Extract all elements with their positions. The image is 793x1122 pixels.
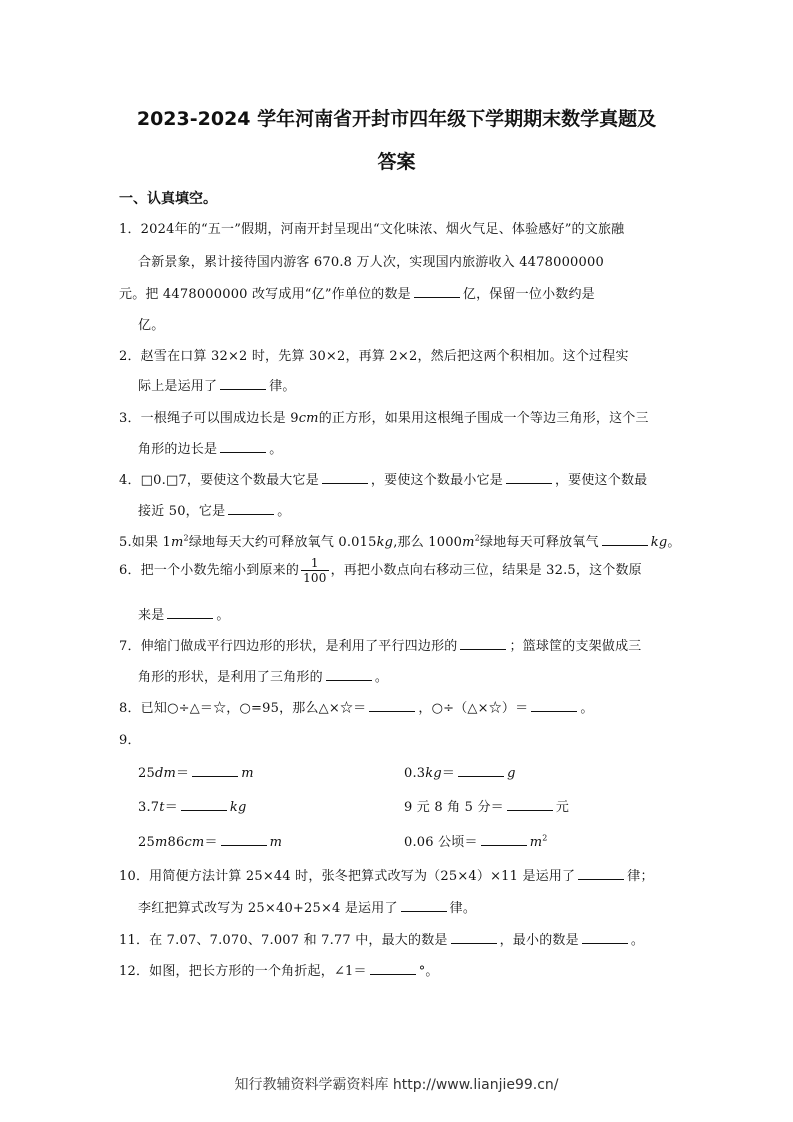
q4-line2 (138, 500, 290, 519)
q1-line1: 1．2024年的“五一”假期，河南开封呈现出“文化味浓、烟火气足、体验感好”的文旅融 (119, 222, 625, 237)
q5-text-d: 绿地每天可释放氧气 (479, 535, 599, 550)
q9-item (404, 831, 548, 850)
q12-text-b: °。 (418, 964, 439, 979)
q9-unit: cm (184, 835, 205, 850)
q5-sup: 2 (183, 533, 189, 543)
q1-text-b: 亿，保留一位小数约是 (462, 287, 595, 302)
q9-text: 9 元 8 角 5 分＝ (404, 800, 504, 815)
q9-text: 86 (167, 835, 185, 850)
q9-unit: m (269, 835, 283, 850)
q3-text-a: 3．一根绳子可以围成边长是 9 (119, 411, 299, 426)
q5-text-e: 。 (667, 535, 681, 550)
q10-text-d: 律。 (449, 901, 477, 916)
fraction-denominator: 100 (303, 571, 327, 585)
q9-item (404, 796, 569, 815)
q4-text-c: ，要使这个数最 (554, 473, 648, 488)
q11-line (119, 929, 644, 948)
q5-unit: kg (376, 535, 394, 550)
answer-blank[interactable] (228, 502, 274, 515)
q5-line (119, 531, 681, 550)
answer-blank[interactable] (322, 471, 368, 484)
q9-text: 0.3 (404, 766, 426, 781)
q9-text: 25 (138, 766, 155, 781)
answer-blank[interactable] (458, 764, 504, 777)
q7-text-a: 7．伸缩门做成平行四边形的形状，是利用了平行四边形的 (119, 639, 458, 654)
q12-line (119, 960, 439, 979)
answer-blank[interactable] (414, 285, 460, 298)
fraction (301, 556, 329, 585)
q4-line1 (119, 469, 647, 488)
footer-watermark: 知行教辅资料学霸资料库 http://www.lianjie99.cn/ (234, 1077, 559, 1093)
section-heading: 一、认真填空。 (119, 191, 217, 207)
q9-unit: kg (425, 766, 442, 781)
q5-text-b: 绿地每天大约可释放氧气 0.015 (188, 535, 377, 550)
answer-blank[interactable] (181, 798, 227, 811)
q3-line1 (119, 407, 649, 426)
q9-unit: m (241, 766, 254, 781)
q6-text-a: 6．把一个小数先缩小到原来的 (119, 563, 300, 578)
q10-text-a: 10．用简便方法计算 25×44 时，张冬把算式改写为（25×4）×11 是运用了 (119, 869, 576, 884)
q4-text-e: 。 (277, 504, 291, 519)
q4-text-a: 4．□0.□7，要使这个数最大它是 (119, 473, 319, 488)
answer-blank[interactable] (602, 533, 648, 546)
answer-blank[interactable] (326, 668, 372, 681)
answer-blank[interactable] (220, 377, 266, 390)
answer-blank[interactable] (401, 899, 447, 912)
answer-blank[interactable] (460, 637, 506, 650)
q3-unit: cm (298, 411, 319, 426)
q9-eq: ＝ (164, 800, 178, 815)
q6-text-c: 来是 (138, 608, 165, 623)
answer-blank[interactable] (167, 606, 213, 619)
q2-text-b: 律。 (269, 379, 296, 394)
q8-text-a: 8．已知○÷△＝☆，○=95，那么△×☆＝ (119, 701, 367, 716)
q6-line1 (119, 556, 642, 585)
q9-eq: ＝ (441, 766, 456, 781)
q9-eq: ＝ (176, 766, 190, 781)
q3-text-d: 。 (269, 442, 283, 457)
q3-line2 (138, 438, 282, 457)
q8-text-c: 。 (580, 701, 594, 716)
q9-unit: m (154, 835, 168, 850)
q5-unit: kg (650, 535, 668, 550)
answer-blank[interactable] (506, 471, 552, 484)
answer-blank[interactable] (582, 931, 628, 944)
q1-line4: 亿。 (138, 318, 165, 333)
answer-blank[interactable] (221, 833, 267, 846)
q4-text-d: 接近 50，它是 (138, 504, 226, 519)
q6-text-d: 。 (216, 608, 230, 623)
q10-line1 (119, 865, 654, 884)
answer-blank[interactable] (578, 867, 624, 880)
q7-line1 (119, 635, 642, 654)
q7-text-c: 角形的形状，是利用了三角形的 (138, 670, 323, 685)
fraction-numerator: 1 (301, 556, 329, 571)
q6-line2 (138, 604, 230, 623)
q9-unit: g (507, 766, 516, 781)
q8-text-b: ，○÷（△×☆）＝ (418, 701, 529, 716)
q1-line2: 合新景象，累计接待国内游客 670.8 万人次，实现国内旅游收入 4478000000 (138, 255, 604, 270)
q4-text-b: ，要使这个数最小它是 (370, 473, 503, 488)
q9-item (404, 762, 516, 781)
q9-text: 25 (138, 835, 155, 850)
q10-text-c: 李红把算式改写为 25×40+25×4 是运用了 (138, 901, 398, 916)
answer-blank[interactable] (451, 931, 497, 944)
q3-text-c: 角形的边长是 (138, 442, 218, 457)
q5-text-a: 5.如果 1 (119, 535, 172, 550)
q11-text-a: 11．在 7.07、7.070、7.007 和 7.77 中，最大的数是 (119, 933, 448, 948)
answer-blank[interactable] (507, 798, 553, 811)
answer-blank[interactable] (531, 699, 577, 712)
q3-text-b: 的正方形，如果用这根绳子围成一个等边三角形，这个三 (318, 411, 649, 426)
page-title-line1: 2023-2024 学年河南省开封市四年级下学期期末数学真题及 (136, 108, 657, 130)
q11-text-c: 。 (630, 933, 645, 948)
q9-unit: kg (229, 800, 247, 815)
q9-item (138, 762, 254, 781)
q1-text-a: 元。把 4478000000 改写成用“亿”作单位的数是 (119, 287, 411, 302)
q7-text-b: ；篮球筐的支架做成三 (509, 639, 642, 654)
q9-unit: 元 (555, 800, 570, 815)
q9-item (138, 831, 282, 850)
q5-sup: 2 (474, 533, 480, 543)
answer-blank[interactable] (481, 833, 527, 846)
q5-unit: m (171, 535, 184, 550)
answer-blank[interactable] (369, 699, 415, 712)
q9-unit: m (529, 835, 543, 850)
answer-blank[interactable] (370, 962, 416, 975)
q11-text-b: ，最小的数是 (499, 933, 579, 948)
q6-text-b: ，再把小数点向右移动三位，结果是 32.5，这个数原 (330, 563, 642, 578)
q7-line2 (138, 666, 388, 685)
q10-line2 (138, 897, 476, 916)
page-title-line2: 答案 (377, 151, 416, 173)
q9-label: 9． (119, 733, 141, 748)
q9-sup: 2 (542, 833, 548, 843)
q9-text: 0.06 公顷＝ (404, 835, 478, 850)
q7-text-d: 。 (374, 670, 389, 685)
answer-blank[interactable] (192, 764, 238, 777)
q1-line3 (119, 283, 595, 302)
answer-blank[interactable] (220, 440, 266, 453)
q2-line1: 2．赵雪在口算 32×2 时，先算 30×2，再算 2×2，然后把这两个积相加。这个过程实 (119, 349, 629, 364)
q9-item (138, 796, 247, 815)
q2-line2 (138, 375, 296, 394)
q5-unit: m (462, 535, 475, 550)
q10-text-b: 律； (627, 869, 654, 884)
q9-eq: ＝ (204, 835, 218, 850)
q5-text-c: ,那么 1000 (393, 535, 463, 550)
q12-text-a: 12．如图，把长方形的一个角折起，∠1＝ (119, 964, 367, 979)
q2-text-a: 际上是运用了 (138, 379, 218, 394)
q9-unit: t (159, 800, 165, 815)
q9-text: 3.7 (138, 800, 160, 815)
q9-unit: dm (154, 766, 177, 781)
q8-line (119, 697, 594, 716)
